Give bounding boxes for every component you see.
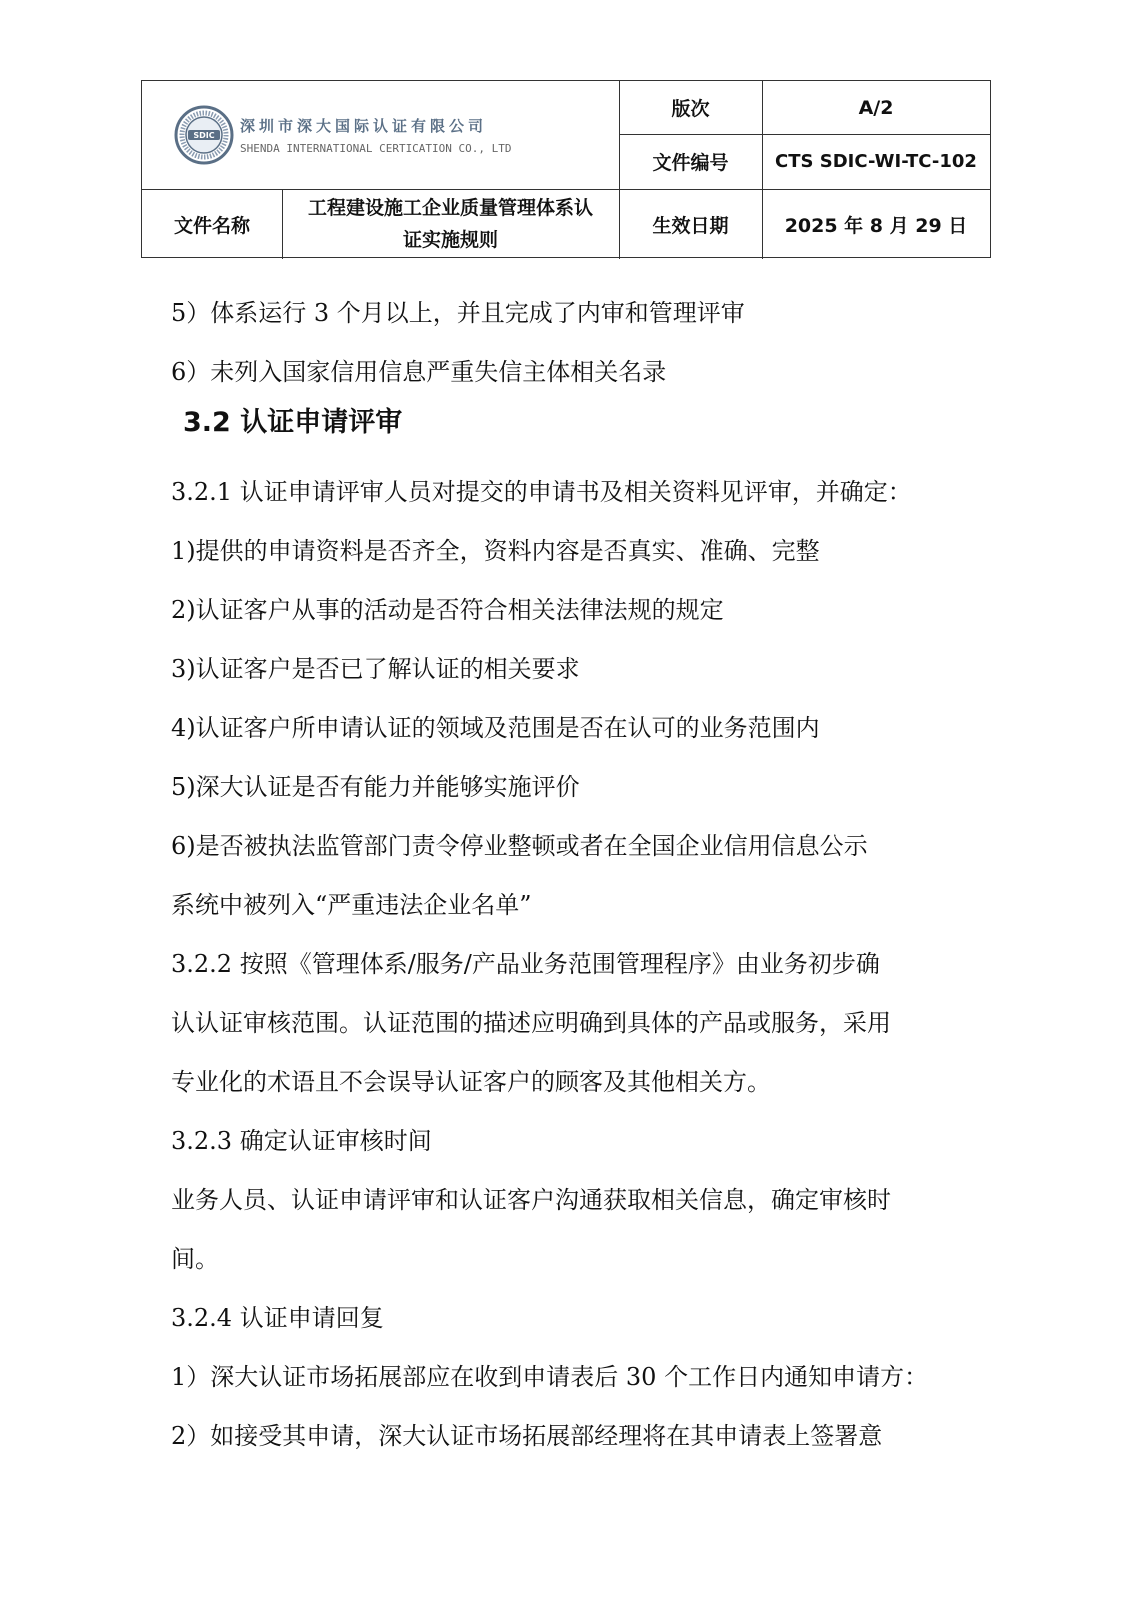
- body-line: 6)是否被执法监管部门责令停业整顿或者在全国企业信用信息公示: [171, 832, 868, 860]
- version-value: A/2: [858, 96, 894, 119]
- doc-name-line-2: 证实施规则: [402, 229, 498, 251]
- body-line: 3.2.4 认证申请回复: [171, 1304, 384, 1332]
- version-label: 版次: [671, 98, 710, 120]
- effective-date-label: 生效日期: [652, 214, 729, 237]
- body-line: 1）深大认证市场拓展部应在收到申请表后 30 个工作日内通知申请方：: [171, 1363, 929, 1391]
- company-seal-logo: [174, 105, 234, 165]
- body-line: 3)认证客户是否已了解认证的相关要求: [171, 655, 580, 683]
- body-line: 3.2.2 按照《管理体系/服务/产品业务范围管理程序》由业务初步确: [171, 950, 880, 978]
- company-name-en: SHENDA INTERNATIONAL CERTICATION CO., LTD: [240, 142, 512, 155]
- doc-number-label: 文件编号: [652, 152, 729, 174]
- body-line: 3.2.1 认证申请评审人员对提交的申请书及相关资料见评审，并确定：: [171, 478, 912, 506]
- body-line: 3.2.3 确定认证审核时间: [171, 1127, 432, 1155]
- body-line: 5）体系运行 3 个月以上，并且完成了内审和管理评审: [171, 299, 745, 327]
- company-name-cn: 深圳市深大国际认证有限公司: [240, 117, 488, 135]
- body-line: 间。: [171, 1245, 219, 1273]
- body-line: 5)深大认证是否有能力并能够实施评价: [171, 773, 580, 801]
- doc-name-label: 文件名称: [173, 214, 250, 237]
- document-header-table: [141, 80, 991, 258]
- company-logo-cell: [142, 81, 619, 189]
- section-heading: 3.2 认证申请评审: [183, 407, 403, 438]
- effective-date-value: 2025 年 8 月 29 日: [784, 214, 968, 237]
- body-line: 4)认证客户所申请认证的领域及范围是否在认可的业务范围内: [171, 714, 820, 742]
- logo-text: SDIC: [193, 131, 215, 140]
- body-line: 6）未列入国家信用信息严重失信主体相关名录: [171, 358, 667, 386]
- body-line: 认认证审核范围。认证范围的描述应明确到具体的产品或服务，采用: [171, 1009, 891, 1037]
- doc-number-value: CTS SDIC-WI-TC-102: [775, 151, 977, 172]
- body-line: 2）如接受其申请，深大认证市场拓展部经理将在其申请表上签署意: [171, 1422, 883, 1450]
- body-line: 业务人员、认证申请评审和认证客户沟通获取相关信息，确定审核时: [171, 1186, 891, 1214]
- doc-name-value: [282, 189, 619, 259]
- body-line: 专业化的术语且不会误导认证客户的顾客及其他相关方。: [171, 1068, 771, 1096]
- body-line: 2)认证客户从事的活动是否符合相关法律法规的规定: [171, 596, 724, 624]
- body-line: 1)提供的申请资料是否齐全，资料内容是否真实、准确、完整: [171, 537, 820, 565]
- body-line: 系统中被列入“严重违法企业名单”: [171, 891, 532, 919]
- doc-name-line-1: 工程建设施工企业质量管理体系认: [307, 197, 593, 219]
